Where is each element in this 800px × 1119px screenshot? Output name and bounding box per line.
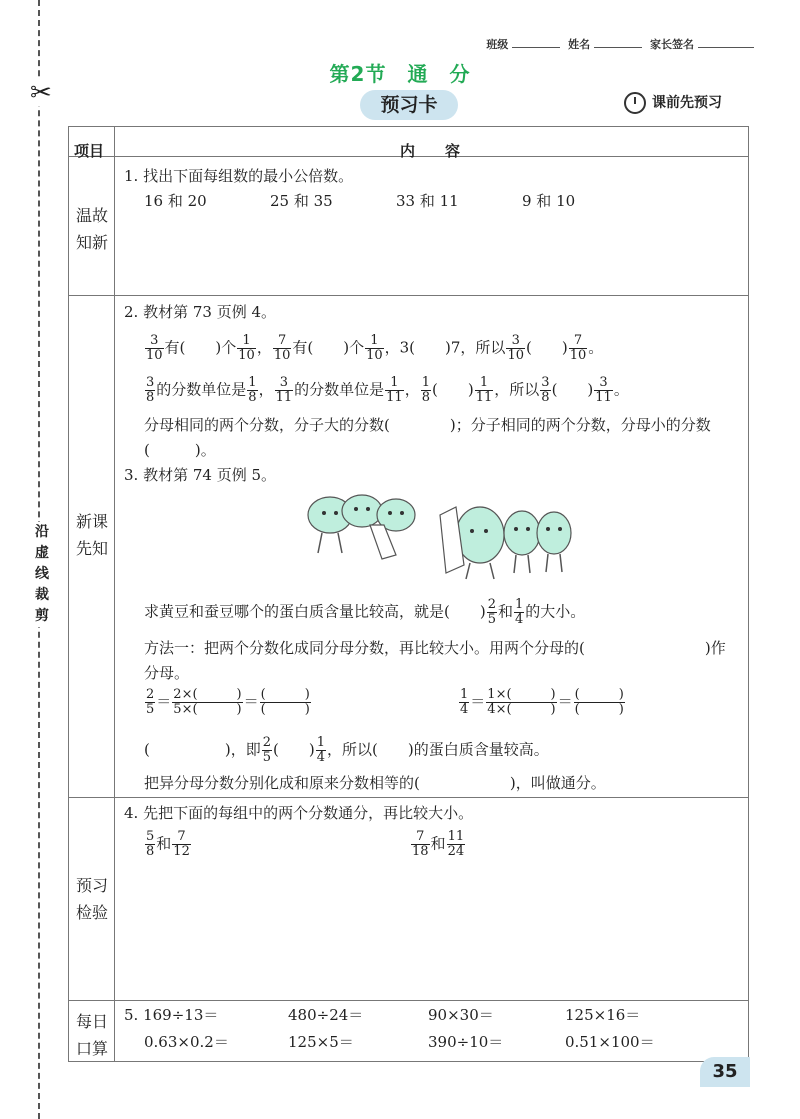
fraction: $\frac{3}{10}$ xyxy=(146,333,163,363)
fraction: $\frac{2}{5}$ xyxy=(262,735,271,765)
broadbean-character xyxy=(537,512,571,554)
row-divider xyxy=(69,797,748,798)
class-label: 班级 xyxy=(486,38,509,51)
fraction: $\frac{2}{5}$ xyxy=(487,597,496,627)
row-label-newlesson: 新课先知 xyxy=(75,512,108,558)
review-item: 33 和 11 xyxy=(396,192,459,210)
section-title: 第2节 通 分 xyxy=(329,62,471,86)
preview-tag-text: 课前先预习 xyxy=(652,95,722,111)
fraction: $\frac{7}{10}$ xyxy=(569,333,587,363)
soybean-character xyxy=(342,495,382,527)
equation-1-4: $\frac{1}{4}$ ＝ $\frac{1\times( )}{4\times( )}$ ＝ ( ) ( ) xyxy=(460,687,624,717)
question-2: 2. 教材第 73 页例 4。 xyxy=(124,303,277,321)
header-content: 内 容 xyxy=(400,142,461,160)
fraction: $\frac{2\times( )}{5\times( )}$ xyxy=(173,687,242,717)
fraction: $\frac{2}{5}$ xyxy=(146,687,155,717)
review-question: 1. 找出下面每组数的最小公倍数。 xyxy=(124,167,354,185)
method-one: 方法一：把两个分数化成同分母分数，再比较大小。用两个分母的( )作 xyxy=(144,639,726,657)
calc-item: 90×30＝ xyxy=(428,1006,494,1024)
clock-icon xyxy=(624,92,646,114)
fraction: $\frac{1}{8}$ xyxy=(421,375,430,405)
question-3: 3. 教材第 74 页例 5。 xyxy=(124,466,277,484)
fraction: $\frac{5}{8}$ xyxy=(146,829,155,859)
fraction: $\frac{1}{11}$ xyxy=(386,375,403,405)
row-divider xyxy=(69,1000,748,1001)
fraction: $\frac{11}{24}$ xyxy=(447,829,465,859)
compare-question: 求黄豆和蚕豆哪个的蛋白质含量比较高，就是( ) $\frac{2}{5}$ 和 $\frac{1}{4}$ 的大小。 xyxy=(144,597,586,627)
fraction: $\frac{3}{8}$ xyxy=(146,375,155,405)
class-blank xyxy=(512,47,560,48)
pair-5-8-7-12: $\frac{5}{8}$ 和 $\frac{7}{12}$ xyxy=(146,829,190,859)
fraction: $\frac{7}{10}$ xyxy=(273,333,291,363)
fraction: $\frac{3}{11}$ xyxy=(595,375,612,405)
fraction: $\frac{1}{4}$ xyxy=(316,735,325,765)
fraction: $\frac{7}{12}$ xyxy=(173,829,190,859)
beans-illustration xyxy=(300,485,590,585)
student-info xyxy=(486,36,758,52)
pair-7-18-11-24: $\frac{7}{18}$ 和 $\frac{11}{24}$ xyxy=(412,829,465,859)
fraction: $\frac{3}{11}$ xyxy=(275,375,293,405)
review-item: 9 和 10 xyxy=(522,192,576,210)
fraction: ( ) ( ) xyxy=(574,687,624,717)
name-label: 姓名 xyxy=(568,38,591,51)
calc-item: 125×5＝ xyxy=(288,1033,354,1051)
fraction: $\frac{1}{4}$ xyxy=(460,687,469,717)
equation-2-5: $\frac{2}{5}$ ＝ $\frac{2\times( )}{5\times( )}$ ＝ ( ) ( ) xyxy=(146,687,310,717)
fraction: $\frac{1}{8}$ xyxy=(248,375,257,405)
row-divider xyxy=(69,295,748,296)
fraction: $\frac{3}{10}$ xyxy=(507,333,524,363)
broadbean-character xyxy=(504,511,540,555)
parent-sign-label: 家长签名 xyxy=(650,38,694,51)
method-one-cont: 分母。 xyxy=(144,664,190,682)
calc-item: 125×16＝ xyxy=(565,1006,641,1024)
rule-line-cont: ( )。 xyxy=(144,441,216,459)
fraction-line-1: $\frac{3}{10}$ 有( )个 $\frac{1}{10}$ ， $\frac{7}{10}$ 有( )个 $\frac{1}{10}$ ，3( )7，所以 $\frac{3}{10}$ ( ) $\frac{7}{10}$ 。 xyxy=(146,333,604,363)
header-item: 项目 xyxy=(74,142,105,160)
fraction: $\frac{1}{10}$ xyxy=(238,333,255,363)
rule-line: 分母相同的两个分数，分子大的分数( )；分子相同的两个分数，分母小的分数 xyxy=(144,416,711,434)
card-title: 预习卡 xyxy=(360,90,458,120)
name-blank xyxy=(594,47,642,48)
preview-tag xyxy=(624,92,722,114)
calc-item: 5. 169÷13＝ xyxy=(124,1006,219,1024)
fraction: $\frac{1\times( )}{4\times( )}$ xyxy=(487,687,556,717)
fraction: $\frac{1}{11}$ xyxy=(475,375,493,405)
paper-sheet xyxy=(440,507,464,573)
page-number: 35 xyxy=(700,1057,750,1087)
fraction: $\frac{1}{10}$ xyxy=(366,333,383,363)
conclusion-line: ( )，即 $\frac{2}{5}$ ( ) $\frac{1}{4}$ ，所以( )的蛋白质含量较高。 xyxy=(144,735,549,765)
broadbean-character xyxy=(456,507,504,563)
calc-item: 0.51×100＝ xyxy=(565,1033,655,1051)
row-label-check: 预习检验 xyxy=(75,876,108,922)
review-item: 16 和 20 xyxy=(144,192,207,210)
definition-line: 把异分母分数分别化成和原来分数相等的( )，叫做通分。 xyxy=(144,774,606,792)
fraction: ( ) ( ) xyxy=(260,687,310,717)
review-item: 25 和 35 xyxy=(270,192,333,210)
calc-item: 0.63×0.2＝ xyxy=(144,1033,229,1051)
scissors-icon: ✂ xyxy=(30,78,52,108)
parent-sign-blank xyxy=(698,47,754,48)
fraction-line-2: $\frac{3}{8}$ 的分数单位是 $\frac{1}{8}$ ， $\frac{3}{11}$ 的分数单位是 $\frac{1}{11}$ ， $\frac{1}{8}$ ( ) $\frac{1}{11}$ ，所以 $\frac{3}{8}$ ( ) $\frac{3}{11}$ 。 xyxy=(146,375,629,405)
question-4: 4. 先把下面的每组中的两个分数通分，再比较大小。 xyxy=(124,804,474,822)
row-label-review: 温故知新 xyxy=(75,206,108,252)
row-label-daily: 每日口算 xyxy=(75,1012,108,1058)
cut-label: 沿虚线裁剪 xyxy=(32,522,52,627)
column-divider xyxy=(114,127,115,1061)
calc-item: 480÷24＝ xyxy=(288,1006,364,1024)
calc-item: 390÷10＝ xyxy=(428,1033,504,1051)
fraction: $\frac{1}{4}$ xyxy=(515,597,524,627)
fraction: $\frac{7}{18}$ xyxy=(412,829,429,859)
fraction: $\frac{3}{8}$ xyxy=(541,375,550,405)
preview-table xyxy=(68,126,749,1062)
